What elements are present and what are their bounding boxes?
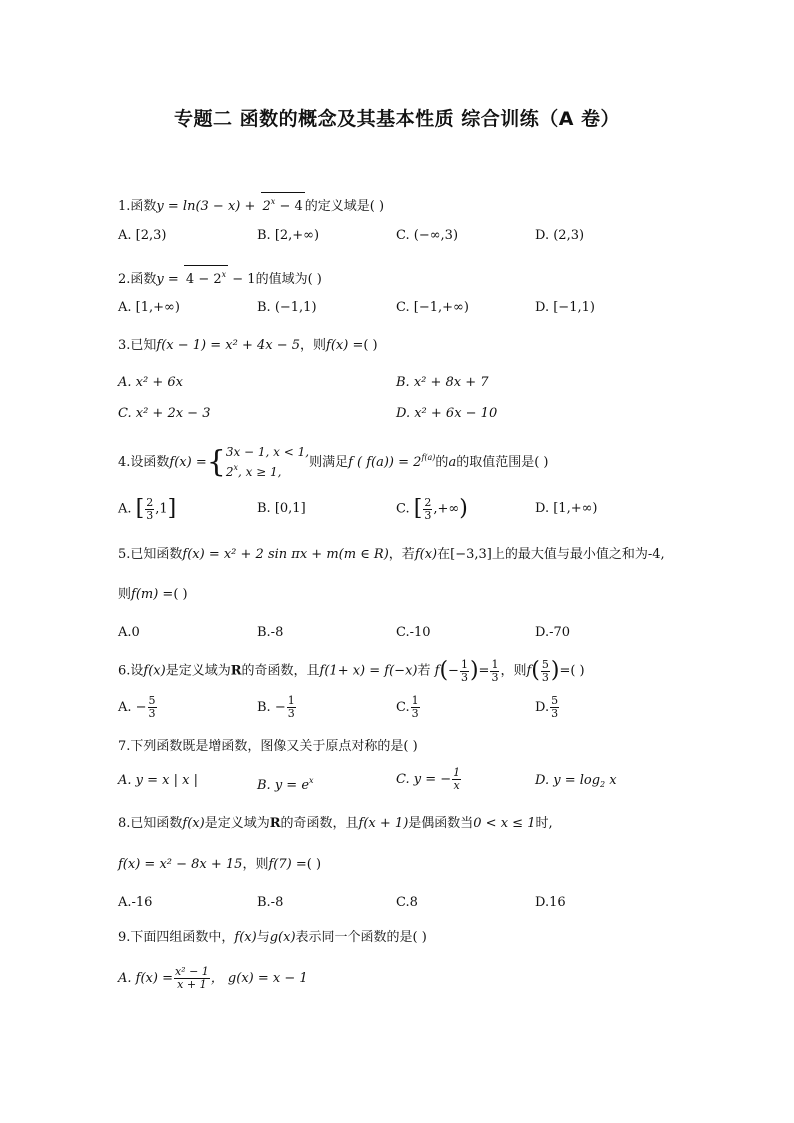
option-c: C. x² + 2x − 3 bbox=[118, 406, 211, 421]
option-c: C. [−1,+∞) bbox=[396, 300, 469, 315]
option-c: C.8 bbox=[396, 895, 418, 910]
question-4-options bbox=[118, 494, 678, 530]
option-a: A. y = x | x | bbox=[118, 773, 198, 788]
option-b: B. (−1,1) bbox=[257, 300, 317, 315]
question-2-options bbox=[118, 299, 678, 329]
option-d: D. x² + 6x − 10 bbox=[396, 406, 498, 421]
option-d: D. $y = \log_2 x$ bbox=[535, 773, 617, 789]
option-a: A.0 bbox=[118, 625, 140, 640]
option-a: A. f(x) = $\frac{\text{x² − 1}}{x + 1}$ ， g(x) = x − 1 bbox=[118, 965, 308, 991]
question-6-options bbox=[118, 694, 678, 726]
option-c: C. [ $\frac{2}{3}$ ,+∞) bbox=[396, 495, 468, 522]
question-5-line2: 则f(m) =( ) bbox=[118, 587, 188, 602]
question-5-options bbox=[118, 624, 678, 654]
option-d: D.-70 bbox=[535, 625, 571, 640]
question-1-options bbox=[118, 227, 678, 257]
question-8: 8.已知函数f(x)是定义域为R的奇函数，且f(x + 1)是偶函数当0 < x ≤ 1时, bbox=[118, 816, 553, 831]
question-4: 4.设函数f(x) ={ 3x − 1, x < 1, 2$^x$, x ≥ 1, 则满足f ( $f(a)) = 2^{f(a)}$的a的取值范围是( ) bbox=[118, 444, 549, 480]
piecewise-cases: 3x − 1, x < 1, 2$^x$, x ≥ 1, bbox=[225, 445, 310, 479]
option-b: B. [0,1] bbox=[257, 501, 306, 516]
question-3: 3.已知f(x − 1) = x² + 4x − 5，则f(x) =( ) bbox=[118, 338, 378, 353]
option-b: B. − $\frac{1}{3}$ bbox=[257, 694, 295, 720]
question-5: 5.已知函数f(x) = x² + 2 sin πx + m(m ∈ R)，若f(x)在[−3,3]上的最大值与最小值之和为-4, bbox=[118, 547, 665, 562]
question-7: 7.下列函数既是增函数，图像又关于原点对称的是( ) bbox=[118, 739, 418, 754]
option-b: B.-8 bbox=[257, 895, 284, 910]
left-brace: { bbox=[206, 444, 226, 480]
question-8-options bbox=[118, 894, 678, 924]
question-8-line2: f(x) = x² − 8x + 15，则f(7) =( ) bbox=[118, 857, 322, 872]
option-c: C. $\frac{1}{3}$ bbox=[396, 694, 419, 720]
question-1: 1.函数$y = \ln(3 - x) + 2^x - 4$ 的定义域是( ) bbox=[118, 192, 384, 216]
option-d: D.16 bbox=[535, 895, 566, 910]
sqrt-expression: $4 - 2^x$ bbox=[184, 265, 228, 289]
option-c: C. (−∞,3) bbox=[396, 228, 459, 243]
option-d: D. $\frac{5}{3}$ bbox=[535, 694, 559, 720]
question-7-options bbox=[118, 766, 678, 798]
option-a: A. [1,+∞) bbox=[118, 300, 180, 315]
question-3-options-row1 bbox=[118, 374, 678, 404]
option-c: C.-10 bbox=[396, 625, 431, 640]
option-b: B. [2,+∞) bbox=[257, 228, 320, 243]
page-title: 专题二 函数的概念及其基本性质 综合训练（A 卷） bbox=[173, 108, 621, 130]
question-2: 2.函数$y = 4 - 2^x - 1$的值域为( ) bbox=[118, 265, 322, 289]
option-d: D. [−1,1) bbox=[535, 300, 595, 315]
question-3-options-row2 bbox=[118, 405, 678, 435]
option-a: A.-16 bbox=[118, 895, 153, 910]
question-6: 6.设f(x)是定义域为R的奇函数，且f(1+ x) = f(−x)若 f(− $\frac{1}{3}$ )= $\frac{1}{3}$ ，则f( $\frac{5}{3}$ )=( ) bbox=[118, 657, 585, 684]
question-9: 9.下面四组函数中，f(x)与g(x)表示同一个函数的是( ) bbox=[118, 930, 427, 945]
option-a: A. x² + 6x bbox=[118, 375, 183, 390]
option-a: A. − $\frac{5}{3}$ bbox=[118, 694, 156, 720]
option-c: C. y = − $\frac{1}{x}$ bbox=[396, 766, 461, 792]
option-b: B.-8 bbox=[257, 625, 284, 640]
option-a: A. [2,3) bbox=[118, 228, 167, 243]
question-9-options bbox=[118, 964, 678, 998]
option-d: D. (2,3) bbox=[535, 228, 585, 243]
option-d: D. [1,+∞) bbox=[535, 501, 598, 516]
option-b: B. x² + 8x + 7 bbox=[396, 375, 489, 390]
option-a: A. [ $\frac{2}{3}$ ,1] bbox=[118, 495, 177, 522]
option-b: B. $y = e^x$ bbox=[257, 776, 314, 793]
sqrt-expression: $2^x - 4$ bbox=[261, 192, 305, 216]
